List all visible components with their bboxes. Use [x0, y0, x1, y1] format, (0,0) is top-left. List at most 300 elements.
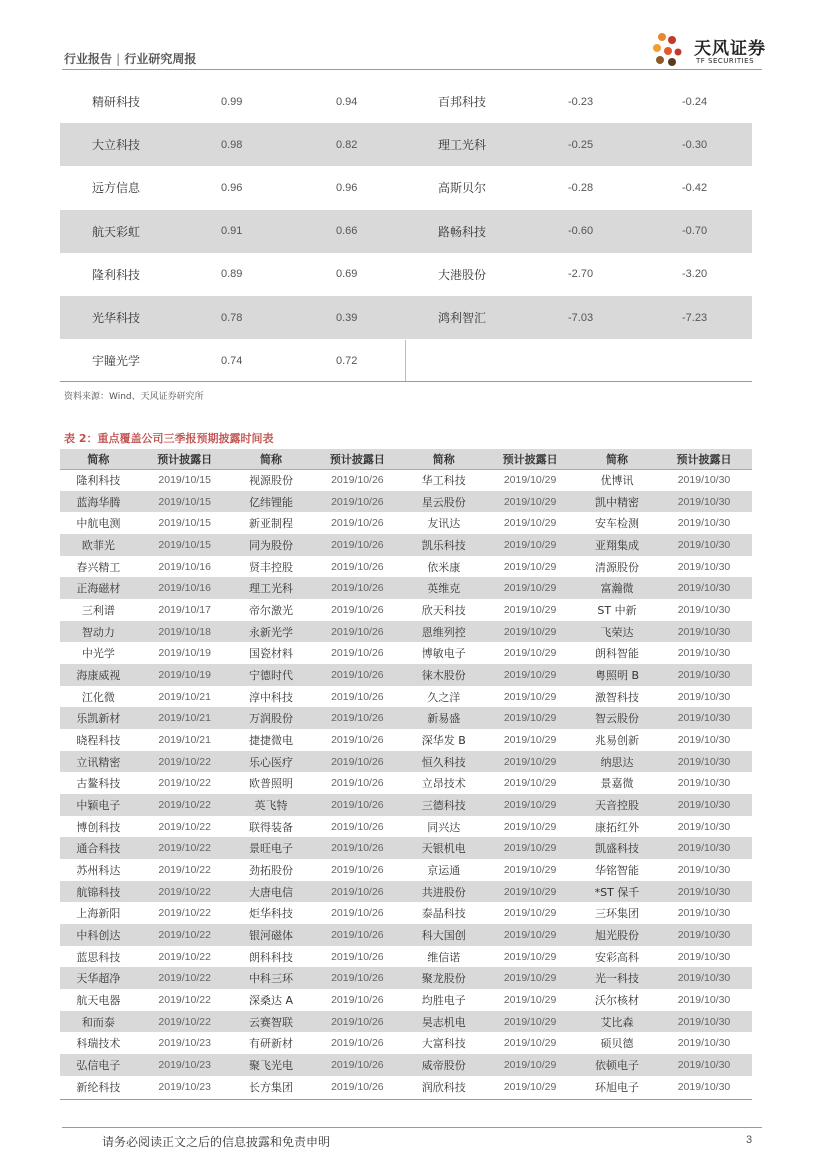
table-cell: 同为股份 [233, 534, 310, 556]
table-cell: 2019/10/21 [158, 733, 211, 746]
table-cell: 2019/10/22 [158, 950, 211, 963]
table-cell: 欣天科技 [421, 603, 466, 617]
table-cell: -0.24 [682, 95, 708, 108]
table-cell: 聚飞光电 [233, 1054, 310, 1076]
table2-title: 表 2：重点覆盖公司三季报预期披露时间表 [64, 432, 274, 445]
table-cell: 0.74 [221, 354, 243, 367]
table-cell: 2019/10/15 [137, 491, 233, 513]
brand-name: 天风证券 [694, 39, 766, 59]
table-cell: 2019/10/26 [331, 647, 384, 660]
report-category [64, 50, 196, 67]
table-cell: 中航电测 [76, 517, 121, 531]
table-cell: 2019/10/29 [482, 707, 578, 729]
table-row [60, 1032, 752, 1054]
table-row [60, 772, 752, 794]
brand-name-en: TF SECURITIES [696, 57, 755, 65]
table-cell: 0.94 [336, 95, 358, 108]
page-number: 3 [746, 1134, 753, 1146]
table-cell: 理工光科 [233, 577, 310, 599]
table-cell: 凯盛科技 [578, 837, 656, 859]
table-row [60, 946, 752, 968]
table-cell: -3.20 [682, 268, 708, 281]
table-row [60, 80, 752, 123]
table-cell: 2019/10/30 [677, 907, 731, 920]
column-header: 预计披露日 [309, 449, 405, 469]
table-cell: 2019/10/29 [503, 863, 557, 876]
table-cell: 2019/10/30 [656, 794, 752, 816]
table-cell: 联得装备 [249, 820, 294, 834]
table-cell: 2019/10/23 [137, 1054, 233, 1076]
table-cell: 苏州科达 [76, 863, 121, 877]
table-cell: 久之洋 [427, 690, 461, 704]
table-cell: 2019/10/22 [137, 751, 233, 773]
table-cell: 2019/10/30 [677, 820, 731, 833]
table-cell: 天华超净 [60, 967, 137, 989]
table-cell: 2019/10/30 [677, 993, 731, 1006]
table-cell: 安车检测 [595, 517, 640, 531]
table-cell: 深华发 B [421, 733, 466, 747]
table-row [60, 577, 752, 599]
table-cell: 亿纬锂能 [233, 491, 310, 513]
footer-rule [62, 1127, 762, 1128]
table-cell: 博创科技 [76, 820, 121, 834]
table-row [60, 339, 752, 382]
table-cell: 鸿利智汇 [406, 296, 522, 339]
table-cell: 2019/10/29 [482, 924, 578, 946]
table-cell: 2019/10/26 [309, 967, 405, 989]
disclosure-schedule-table [60, 449, 752, 1097]
table-row [60, 556, 752, 578]
table-cell: 亚翔集成 [578, 534, 656, 556]
table-cell: -7.03 [522, 296, 637, 339]
table-cell: 2019/10/30 [656, 664, 752, 686]
table-cell: 江化微 [81, 690, 115, 704]
table-cell: 2019/10/22 [158, 907, 211, 920]
table-cell: 2019/10/22 [137, 837, 233, 859]
table-cell: 炬华科技 [249, 907, 294, 921]
table-cell: 劲拓股份 [249, 863, 294, 877]
table-cell: 2019/10/26 [331, 690, 384, 703]
table-cell: 2019/10/22 [158, 863, 211, 876]
table-cell: 0.98 [173, 123, 289, 166]
table-cell: 2019/10/29 [482, 881, 578, 903]
table-cell: 智云股份 [578, 707, 656, 729]
table-row [60, 664, 752, 686]
table-cell: 乐心医疗 [233, 751, 310, 773]
table-cell: 弘信电子 [60, 1054, 137, 1076]
table-cell: 高斯贝尔 [438, 181, 487, 196]
table-cell: 2019/10/29 [482, 1054, 578, 1076]
table-cell: 2019/10/16 [137, 577, 233, 599]
category-label: 行业报告 [64, 52, 113, 66]
table-cell: 朗科科技 [249, 950, 294, 964]
table-cell: 2019/10/30 [677, 863, 731, 876]
table-cell: 硕贝德 [600, 1037, 634, 1051]
table-cell: 天银机电 [405, 837, 482, 859]
logo-dot [675, 49, 682, 56]
table-row [60, 469, 752, 491]
table-row [60, 1011, 752, 1033]
table-cell: 隆利科技 [92, 267, 141, 282]
table-cell: 宁德时代 [233, 664, 310, 686]
table-cell: 2019/10/29 [503, 1080, 557, 1093]
table-cell: 新易盛 [405, 707, 482, 729]
table-cell: 环旭电子 [595, 1080, 640, 1094]
logo-dot [668, 58, 676, 66]
table-row [60, 642, 752, 664]
table-cell: 2019/10/22 [158, 777, 211, 790]
table-cell: 2019/10/26 [331, 907, 384, 920]
table-cell: 2019/10/26 [331, 863, 384, 876]
footer-disclaimer: 请务必阅读正文之后的信息披露和免责申明 [102, 1135, 331, 1149]
table-cell: 共进股份 [405, 881, 482, 903]
table-cell: 国瓷材料 [249, 647, 294, 661]
table-row [60, 837, 752, 859]
table-cell [637, 339, 752, 382]
table-cell: 0.91 [173, 210, 289, 253]
logo-dot [668, 36, 676, 44]
table-cell: 中光学 [81, 647, 115, 661]
table-cell: 0.72 [336, 354, 358, 367]
table-row [60, 599, 752, 621]
table-cell: 沃尔核材 [595, 993, 640, 1007]
table2-bottom-rule [60, 1099, 752, 1100]
table-cell: 2019/10/30 [677, 1080, 731, 1093]
table-cell: 云赛智联 [233, 1011, 310, 1033]
table-cell: ST 中新 [597, 603, 637, 617]
table-cell: 2019/10/29 [503, 474, 557, 487]
table-cell: -0.30 [637, 123, 752, 166]
table-row [60, 491, 752, 513]
table-cell: 2019/10/29 [503, 993, 557, 1006]
logo-dot [656, 56, 664, 64]
logo-dot [664, 47, 672, 55]
table-cell: 2019/10/30 [677, 474, 731, 487]
table-row [60, 621, 752, 643]
table-cell: 凯中精密 [578, 491, 656, 513]
table-cell: 2019/10/29 [503, 690, 557, 703]
table-cell: -7.23 [637, 296, 752, 339]
table-cell: 2019/10/30 [656, 1054, 752, 1076]
table-cell: 2019/10/26 [331, 993, 384, 1006]
table-cell: 2019/10/15 [158, 517, 211, 530]
table-cell: 2019/10/21 [137, 707, 233, 729]
table-cell: 2019/10/26 [309, 1011, 405, 1033]
table-cell: 艾比森 [578, 1011, 656, 1033]
table-cell: 2019/10/30 [656, 881, 752, 903]
table-row [60, 881, 752, 903]
table-cell: 同兴达 [427, 820, 461, 834]
table-cell: 2019/10/26 [309, 577, 405, 599]
table-cell: 2019/10/30 [677, 690, 731, 703]
table-cell: 春兴精工 [76, 560, 121, 574]
column-header: 简称 [233, 449, 310, 469]
table-cell: 2019/10/26 [331, 603, 384, 616]
table-cell: 2019/10/26 [309, 1054, 405, 1076]
table-cell: 2019/10/26 [309, 794, 405, 816]
table-cell: 淳中科技 [249, 690, 294, 704]
table-cell: 科大国创 [405, 924, 482, 946]
table-cell: 中颖电子 [60, 794, 137, 816]
table-cell: -2.70 [568, 268, 594, 281]
table-cell: 路畅科技 [406, 210, 522, 253]
table-cell: -0.70 [637, 210, 752, 253]
table-cell: 2019/10/29 [503, 647, 557, 660]
column-header: 预计披露日 [656, 449, 752, 469]
table-cell: 远方信息 [92, 181, 141, 196]
table-cell: 清源股份 [595, 560, 640, 574]
table-cell: 2019/10/30 [677, 950, 731, 963]
table-cell: 通合科技 [60, 837, 137, 859]
table-cell: 2019/10/26 [331, 560, 384, 573]
table-cell: 恒久科技 [405, 751, 482, 773]
table-cell: 理工光科 [406, 123, 522, 166]
table-row [60, 729, 752, 751]
table-cell: 2019/10/30 [656, 707, 752, 729]
table-row [60, 924, 752, 946]
table-cell: 激智科技 [595, 690, 640, 704]
table-row [60, 1054, 752, 1076]
table-cell: 2019/10/22 [158, 993, 211, 1006]
table-cell: 2019/10/29 [482, 491, 578, 513]
table-cell: 2019/10/30 [656, 577, 752, 599]
table-cell: 航天彩虹 [60, 210, 173, 253]
logo-dot [653, 44, 661, 52]
table-cell [522, 339, 637, 382]
table-cell: 优博讯 [600, 474, 634, 488]
table-cell: 2019/10/30 [677, 517, 731, 530]
table-cell: 永新光学 [233, 621, 310, 643]
table-row [60, 794, 752, 816]
table-cell: 2019/10/26 [331, 517, 384, 530]
table1-source: 资料来源：Wind、天风证券研究所 [64, 392, 204, 402]
table-cell: 富瀚微 [578, 577, 656, 599]
table-cell: 康拓红外 [595, 820, 640, 834]
table-cell: 泰晶科技 [421, 907, 466, 921]
column-header: 预计披露日 [137, 449, 233, 469]
table-cell: 2019/10/30 [677, 560, 731, 573]
table-cell: 深桑达 A [249, 993, 294, 1007]
table-row [60, 707, 752, 729]
table-cell: 2019/10/26 [331, 733, 384, 746]
table-cell: 2019/10/26 [309, 534, 405, 556]
table-cell: 依米康 [427, 560, 461, 574]
table-cell: 2019/10/30 [656, 967, 752, 989]
table-cell: 万润股份 [233, 707, 310, 729]
table-cell: 2019/10/29 [482, 1011, 578, 1033]
table-cell: 2019/10/26 [331, 1080, 384, 1093]
table-cell: 威帝股份 [405, 1054, 482, 1076]
table-cell: 2019/10/21 [158, 690, 211, 703]
table-cell: 安彩高科 [595, 950, 640, 964]
table-cell: 2019/10/19 [137, 664, 233, 686]
table-cell: 2019/10/23 [158, 1037, 211, 1050]
table-cell: 中科创达 [60, 924, 137, 946]
table-cell: 英维克 [405, 577, 482, 599]
table-cell: 大立科技 [60, 123, 173, 166]
table-cell: 2019/10/29 [482, 534, 578, 556]
table-row [60, 166, 752, 209]
table-cell: 0.78 [173, 296, 289, 339]
table-cell: -0.25 [522, 123, 637, 166]
table-cell: -0.28 [568, 181, 594, 194]
table-cell: 正海磁材 [60, 577, 137, 599]
table-cell: 2019/10/30 [677, 647, 731, 660]
table-row [60, 751, 752, 773]
table-cell: 精研科技 [92, 95, 141, 110]
table-cell: 2019/10/22 [137, 794, 233, 816]
table-cell: 2019/10/29 [503, 560, 557, 573]
table-cell: 0.39 [289, 296, 406, 339]
table-cell: 捷捷微电 [249, 733, 294, 747]
table-cell: 2019/10/29 [503, 603, 557, 616]
table-row [60, 967, 752, 989]
table-cell: 星云股份 [405, 491, 482, 513]
table-cell: -0.60 [522, 210, 637, 253]
table-cell: 0.66 [289, 210, 406, 253]
table-cell: 蓝思科技 [76, 950, 121, 964]
table-cell: 2019/10/26 [309, 837, 405, 859]
table-cell: 三德科技 [405, 794, 482, 816]
table-cell: 兆易创新 [595, 733, 640, 747]
table-row [60, 902, 752, 924]
table-cell: 2019/10/30 [656, 1011, 752, 1033]
table-cell: 海康威视 [60, 664, 137, 686]
table-cell: 2019/10/26 [309, 707, 405, 729]
table1-divider [405, 340, 406, 382]
table-cell: 2019/10/17 [158, 603, 211, 616]
table-cell: 2019/10/26 [309, 924, 405, 946]
table-row [60, 296, 752, 339]
table-cell: 视源股份 [249, 474, 294, 488]
table-cell: 乐凯新材 [60, 707, 137, 729]
table-cell: 银河磁体 [233, 924, 310, 946]
table-cell: 2019/10/29 [503, 907, 557, 920]
table-cell: 欧菲光 [60, 534, 137, 556]
table-cell: 2019/10/29 [482, 837, 578, 859]
table-cell: 博敏电子 [421, 647, 466, 661]
table-cell: 2019/10/30 [656, 751, 752, 773]
table-cell: 润欣科技 [421, 1080, 466, 1094]
table-cell: 2019/10/30 [677, 733, 731, 746]
table-cell: 景旺电子 [233, 837, 310, 859]
table-cell: 华工科技 [421, 474, 466, 488]
table-cell: 0.82 [289, 123, 406, 166]
column-header: 预计披露日 [482, 449, 578, 469]
table-cell: 2019/10/29 [482, 751, 578, 773]
table-cell: 2019/10/29 [503, 950, 557, 963]
table-cell: 2019/10/29 [503, 820, 557, 833]
table-cell: 徕木股份 [405, 664, 482, 686]
table-cell: 2019/10/26 [331, 1037, 384, 1050]
table-cell: 古鳌科技 [76, 777, 121, 791]
category-separator: | [116, 52, 121, 66]
table-cell: 2019/10/22 [137, 967, 233, 989]
table-cell: 欧普照明 [249, 777, 294, 791]
table-cell: 2019/10/15 [137, 534, 233, 556]
table-cell: 2019/10/30 [656, 837, 752, 859]
table-cell: 2019/10/16 [158, 560, 211, 573]
table-row [60, 534, 752, 556]
table-cell: 三利谱 [81, 603, 115, 617]
table-cell: 2019/10/30 [656, 621, 752, 643]
table-cell: 大港股份 [438, 267, 487, 282]
table-cell: 2019/10/22 [137, 924, 233, 946]
table-cell: 0.99 [221, 95, 243, 108]
table-cell: 凯乐科技 [405, 534, 482, 556]
column-header: 简称 [405, 449, 482, 469]
table-row [60, 253, 752, 296]
table-cell: 和而泰 [60, 1011, 137, 1033]
table-row [60, 686, 752, 708]
table-cell: 2019/10/26 [331, 474, 384, 487]
table-cell: 长方集团 [249, 1080, 294, 1094]
table-cell: 维信诺 [427, 950, 461, 964]
table-cell: 2019/10/29 [503, 517, 557, 530]
table-cell: 粤照明 B [578, 664, 656, 686]
table-cell: 英飞特 [233, 794, 310, 816]
table-cell: 友讯达 [427, 517, 461, 531]
table-cell: 2019/10/26 [309, 751, 405, 773]
table-cell: 2019/10/29 [503, 1037, 557, 1050]
table-cell: 宇瞳光学 [92, 354, 141, 369]
table-cell: 2019/10/23 [158, 1080, 211, 1093]
table-cell: 2019/10/26 [331, 820, 384, 833]
logo-dot [658, 33, 666, 41]
table-cell: 晓程科技 [76, 733, 121, 747]
table-row [60, 816, 752, 838]
table-cell: 2019/10/29 [503, 777, 557, 790]
table-cell: 光华科技 [60, 296, 173, 339]
table-cell: 大唐电信 [233, 881, 310, 903]
table-cell: 2019/10/29 [482, 621, 578, 643]
column-header: 简称 [578, 449, 656, 469]
table-cell: 2019/10/29 [482, 967, 578, 989]
table-cell: 2019/10/22 [137, 1011, 233, 1033]
table-cell: 昊志机电 [405, 1011, 482, 1033]
table-cell: 0.69 [336, 268, 358, 281]
table-cell: 京运通 [427, 863, 461, 877]
table-cell: 聚龙股份 [405, 967, 482, 989]
table-cell: 2019/10/30 [677, 777, 731, 790]
table-cell: 2019/10/22 [158, 820, 211, 833]
table-cell: 2019/10/30 [656, 534, 752, 556]
table-cell: 光一科技 [578, 967, 656, 989]
table-cell: 2019/10/26 [309, 881, 405, 903]
table-cell: 新亚制程 [249, 517, 294, 531]
table-cell: 中科三环 [233, 967, 310, 989]
table-cell: 帝尔激光 [249, 603, 294, 617]
table-cell: 立昂技术 [421, 777, 466, 791]
table-cell: 2019/10/26 [309, 491, 405, 513]
table-cell: 2019/10/22 [137, 881, 233, 903]
table-cell: 朗科智能 [595, 647, 640, 661]
table-row [60, 989, 752, 1011]
table-cell: 2019/10/30 [656, 924, 752, 946]
table-cell: 0.89 [221, 268, 243, 281]
table1-bottom-rule [60, 381, 752, 382]
table-row [60, 859, 752, 881]
table-row [60, 1076, 752, 1098]
table-cell: 2019/10/29 [482, 664, 578, 686]
table-cell: 依顿电子 [578, 1054, 656, 1076]
eps-forecast-table [60, 80, 752, 382]
table-cell: 景嘉微 [600, 777, 634, 791]
table-cell: 航锦科技 [60, 881, 137, 903]
table-cell: 0.96 [221, 181, 243, 194]
subcategory-label: 行业研究周报 [124, 52, 197, 66]
table-cell: 百邦科技 [438, 95, 487, 110]
